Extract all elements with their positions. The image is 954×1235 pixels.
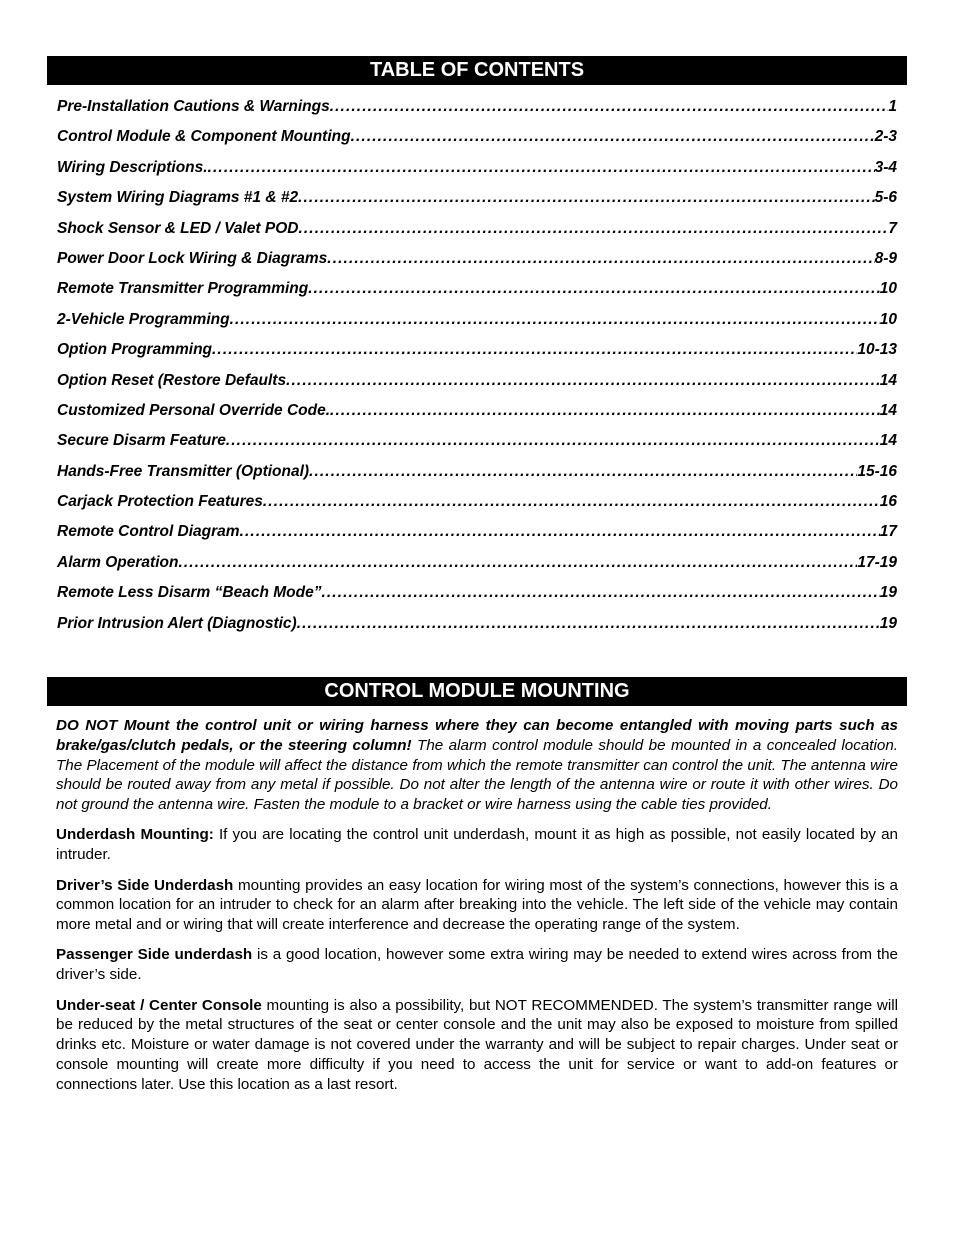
toc-dot-leader — [178, 549, 857, 577]
toc-entry-page: 3-4 — [874, 158, 897, 176]
toc-dot-leader — [298, 184, 875, 212]
toc-dot-leader — [226, 427, 880, 455]
toc-entry — [57, 306, 897, 336]
toc-entry-title: Shock Sensor & LED / Valet POD — [57, 219, 299, 237]
toc-entry — [57, 123, 897, 153]
toc-entry-title: Remote Less Disarm “Beach Mode” — [57, 584, 322, 602]
toc-entry-page: 1 — [888, 98, 897, 115]
toc-entry-title: Option Programming — [57, 341, 212, 359]
toc-entry-title: Pre-Installation Cautions & Warnings — [57, 98, 330, 115]
toc-dot-leader — [327, 245, 874, 273]
toc-entry-title: Alarm Operation — [57, 553, 179, 571]
toc-entry — [57, 579, 897, 609]
driver-side-paragraph — [56, 876, 898, 935]
toc-dot-leader — [321, 579, 879, 607]
passenger-side-paragraph — [56, 945, 898, 985]
toc-dot-leader — [297, 610, 880, 638]
mounting-heading: CONTROL MODULE MOUNTING — [47, 677, 907, 706]
toc-entry-title: Customized Personal Override Code. — [57, 401, 331, 419]
toc-entry — [57, 397, 897, 427]
toc-entry-page: 19 — [879, 584, 897, 602]
toc-list — [57, 93, 897, 640]
toc-entry-page: 10-13 — [857, 341, 897, 359]
toc-entry-page: 14 — [879, 432, 897, 450]
underdash-label: Underdash Mounting: — [56, 826, 214, 844]
toc-entry-page: 8-9 — [874, 249, 897, 267]
toc-dot-leader — [298, 215, 888, 243]
passenger-side-text: is a good location, however some extra wiring may be needed to extend wires across from the driver’s side. — [56, 946, 898, 984]
toc-dot-leader — [212, 336, 857, 364]
driver-side-label: Driver’s Side Underdash — [56, 876, 234, 894]
toc-entry-title: System Wiring Diagrams #1 & #2 — [57, 189, 299, 207]
toc-entry — [57, 367, 897, 397]
toc-entry-title: Hands-Free Transmitter (Optional) — [57, 462, 310, 480]
toc-dot-leader — [351, 123, 875, 151]
mounting-section — [56, 716, 898, 1105]
toc-entry-title: Prior Intrusion Alert (Diagnostic) — [57, 614, 297, 632]
toc-entry — [57, 154, 897, 184]
toc-dot-leader — [330, 93, 889, 121]
toc-dot-leader — [240, 518, 880, 546]
toc-entry-page: 10 — [879, 280, 897, 298]
toc-dot-leader — [309, 458, 857, 486]
toc-entry — [57, 518, 897, 548]
under-seat-label: Under-seat / Center Console — [56, 996, 262, 1014]
toc-entry-page: 14 — [879, 371, 897, 389]
toc-entry-page: 2-3 — [874, 128, 897, 146]
toc-entry-title: Option Reset (Restore Defaults — [57, 371, 287, 389]
toc-dot-leader — [263, 488, 880, 516]
toc-heading: TABLE OF CONTENTS — [47, 56, 907, 85]
toc-entry-title: Control Module & Component Mounting — [57, 128, 351, 146]
toc-entry-page: 16 — [879, 493, 897, 511]
toc-dot-leader — [230, 306, 880, 334]
toc-entry-page: 17-19 — [857, 553, 897, 571]
warning-paragraph — [56, 716, 898, 815]
toc-entry — [57, 610, 897, 640]
toc-entry-page: 5-6 — [874, 189, 897, 207]
toc-entry — [57, 549, 897, 579]
toc-entry-page: 10 — [879, 310, 897, 328]
toc-entry — [57, 184, 897, 214]
toc-dot-leader — [308, 275, 880, 303]
toc-entry — [57, 488, 897, 518]
toc-dot-leader — [330, 397, 880, 425]
passenger-side-label: Passenger Side underdash — [56, 946, 253, 964]
toc-entry-page: 19 — [879, 614, 897, 632]
toc-entry-page: 17 — [879, 523, 897, 541]
toc-entry-title: Remote Control Diagram — [57, 523, 240, 541]
toc-entry — [57, 275, 897, 305]
toc-entry-title: Carjack Protection Features — [57, 493, 263, 511]
toc-entry-title: 2-Vehicle Programming — [57, 310, 230, 328]
toc-entry — [57, 215, 897, 245]
toc-entry-title: Secure Disarm Feature — [57, 432, 226, 450]
toc-entry — [57, 93, 897, 123]
toc-entry — [57, 336, 897, 366]
warning-bold: DO NOT Mount the control unit or wiring harness where they can become entangled with moving parts such as brake/gas/clutch pedals, or the steering column! — [56, 717, 898, 754]
underdash-paragraph — [56, 825, 898, 865]
toc-dot-leader — [208, 154, 875, 182]
underdash-text: If you are locating the control unit underdash, mount it as high as possible, not easily located by an intruder. — [56, 826, 898, 864]
toc-entry-page: 14 — [879, 401, 897, 419]
under-seat-paragraph — [56, 996, 898, 1095]
toc-entry-page: 15-16 — [857, 462, 897, 480]
toc-entry — [57, 245, 897, 275]
under-seat-text: mounting is also a possibility, but NOT RECOMMENDED. The system’s transmitter range will be reduced by the metal structures of the seat or center console and the unit may also be exposed to moisture from spilled drinks etc. Moisture or water damage is not covered under the warranty and will be subject to repair charges. Under seat or console mounting will create more difficulty if you need to access the unit for service or want to add-on features or connections later. Use this location as a last resort. — [56, 996, 898, 1093]
toc-entry — [57, 427, 897, 457]
driver-side-text: mounting provides an easy location for wiring most of the system’s connections, however this is a common location for an intruder to check for an alarm after breaking into the vehicle. The left side of the vehicle may contain more metal and or wiring that will create interference and decrease the operating range of the system. — [56, 876, 898, 934]
toc-entry-title: Remote Transmitter Programming — [57, 280, 309, 298]
toc-dot-leader — [286, 367, 880, 395]
warning-text: The alarm control module should be mounted in a concealed location. The Placement of the module will affect the distance from which the remote transmitter can control the unit. The antenna wire should be routed away from any metal if possible. Do not alter the length of the antenna wire or route it with other wires. Do not ground the antenna wire. Fasten the module to a bracket or wire harness using the cable ties provided. — [56, 736, 898, 814]
toc-entry-title: Wiring Descriptions. — [57, 158, 208, 176]
toc-entry-page: 7 — [888, 219, 897, 237]
toc-entry-title: Power Door Lock Wiring & Diagrams — [57, 249, 328, 267]
toc-entry — [57, 458, 897, 488]
